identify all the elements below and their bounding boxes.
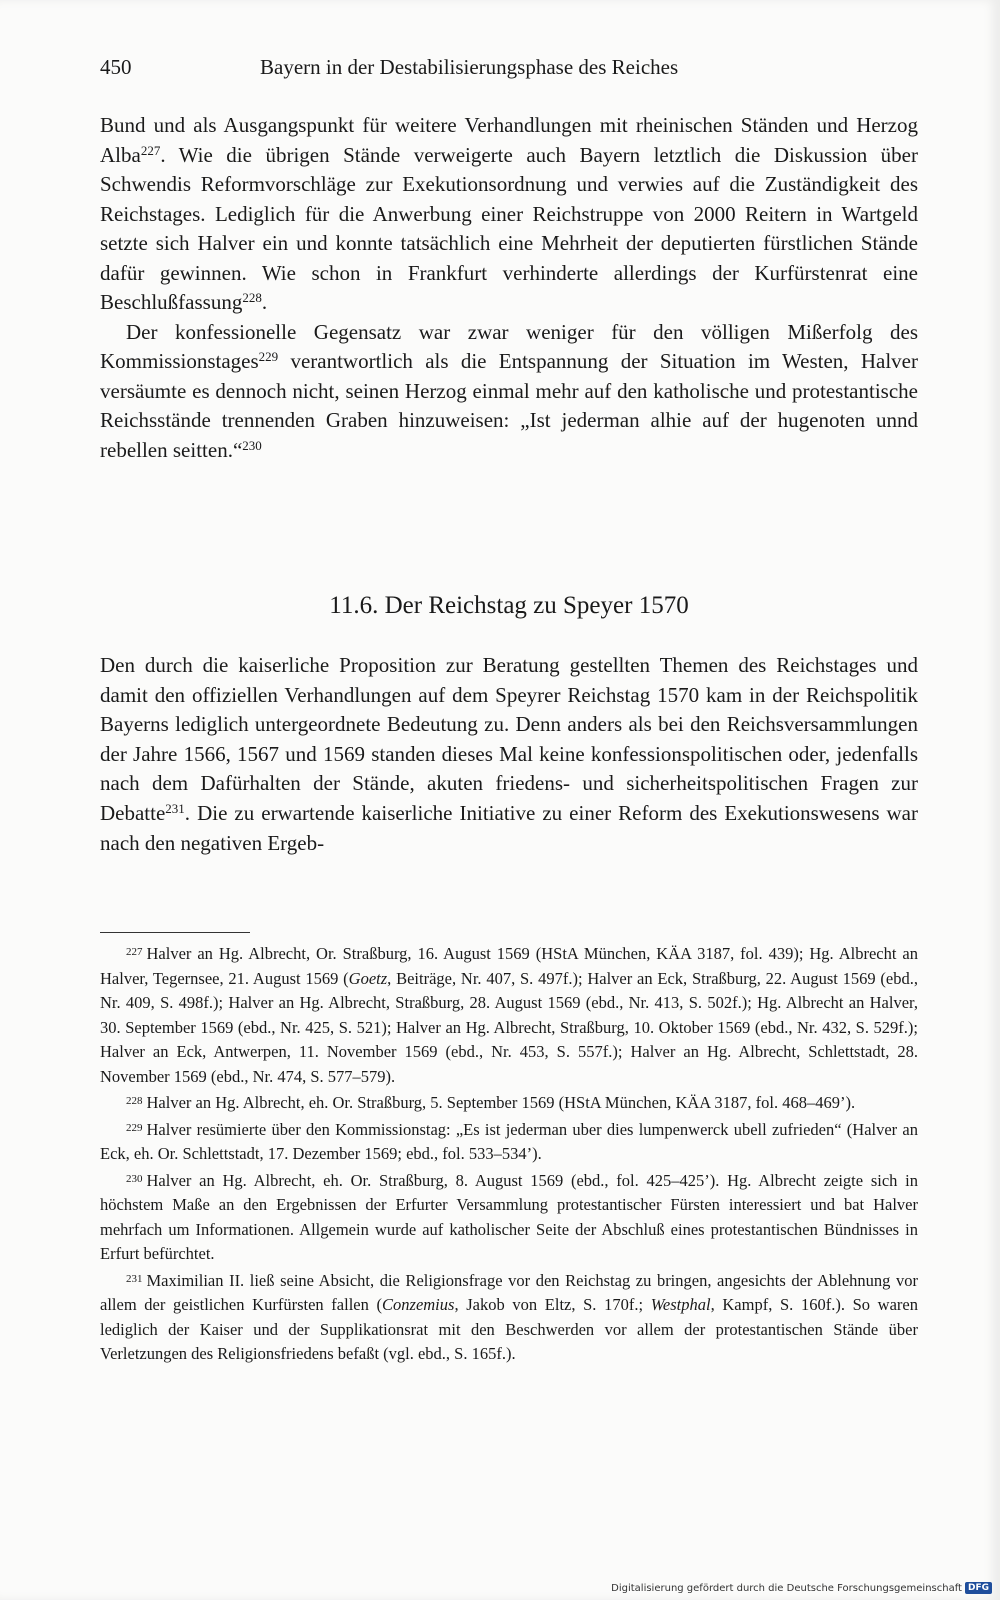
section-heading: 11.6. Der Reichstag zu Speyer 1570	[329, 592, 689, 619]
digitization-credit	[611, 1582, 992, 1594]
text-run: Der konfessionelle Gegensatz war zwar weniger für den völligen Mißerfolg des Kommissionstages	[100, 319, 918, 373]
footnote-228	[100, 1091, 918, 1116]
author-name: Westphal	[650, 1295, 711, 1314]
footnotes	[100, 942, 918, 1369]
footnote-number: 227	[126, 946, 143, 958]
footnote-ref[interactable]: 229	[258, 349, 279, 364]
running-title: Bayern in der Destabilisierungsphase des Reiches	[260, 55, 679, 79]
text-run: Halver an Hg. Albrecht, eh. Or. Straßburg, 8. August 1569 (ebd., fol. 425–425’). Hg. Albrecht zeigte sich in höchstem Maße an den Ergebnissen der Erfurter Versammlung protestantischer Fürsten interessiert und bat Halver mehrfach um Informationen. Allgemein wurde auf katholischer Seite der Abschluß eines protestantischen Bündnisses in Erfurt befürchtet.	[100, 1170, 918, 1263]
text-run: Den durch die kaiserliche Proposition zur Beratung gestellten Themen des Reichstages und damit den offiziellen Verhandlungen auf dem Speyrer Reichstag 1570 kam in der Reichspolitik Bayerns lediglich untergeordnete Bedeutung zu. Denn anders als bei den Reichsversammlungen der Jahre 1566, 1567 und 1569 standen dieses Mal keine konfessionspolitischen oder, jedenfalls nach dem Dafürhalten der Stände, akuten friedens- und sicherheitspolitischen Fragen zur Debatte	[100, 653, 918, 825]
footnote-227	[100, 942, 918, 1089]
footnote-231	[100, 1269, 918, 1367]
author-name: Goetz	[348, 968, 388, 988]
running-header	[100, 52, 920, 82]
text-run: , Kampf, S. 160f.). So waren lediglich der Kaiser und der Supplikationsrat mit den Beschwerden vor allem der protestantischen Stände über Verletzungen des Religionsfriedens befaßt (vgl. ebd., S. 165f.).	[100, 1295, 918, 1363]
text-run: Maximilian II. ließ seine Absicht, die Religionsfrage vor den Reichstag zu bringen, angesichts der Ablehnung vor allem der geistlichen Kurfürsten fallen (	[100, 1270, 918, 1314]
footnote-ref[interactable]: 230	[242, 437, 262, 453]
text-run: , Beiträge, Nr. 407, S. 497f.); Halver an Eck, Straßburg, 22. August 1569 (ebd., Nr. 409, S. 498f.); Halver an Hg. Albrecht, Straßburg, 28. August 1569 (ebd., Nr. 413, S. 502f.); Hg. Albrecht an Halver, 30. September 1569 (ebd., Nr. 425, S. 521); Halver an Hg. Albrecht, Straßburg, 10. Oktober 1569 (ebd., Nr. 432, S. 529f.); Halver an Eck, Antwerpen, 11. November 1569 (ebd., Nr. 453, S. 557f.); Halver an Hg. Albrecht, Schlettstadt, 28. November 1569 (ebd., Nr. 474, S. 577–579).	[100, 968, 918, 1086]
paragraph	[100, 111, 918, 318]
paragraph	[100, 651, 918, 858]
paragraph	[100, 318, 918, 466]
text-run: .	[261, 290, 268, 314]
text-run: Bund und als Ausgangspunkt für weitere Verhandlungen mit rheinischen Ständen und Herzog Alba	[100, 113, 918, 167]
dfg-logo: DFG	[965, 1582, 992, 1594]
text-run: . Wie die übrigen Stände verweigerte auch Bayern letztlich die Diskussion über Schwendis Reformvorschläge zur Exekutionsordnung und verwies auf die Zuständigkeit des Reichstages. Lediglich für die Anwerbung einer Reichstruppe von 2000 Reitern in Wartgeld setzte sich Halver ein und konnte tatsächlich eine Mehrheit der deputierten fürstlichen Stände dafür gewinnen. Wie schon in Frankfurt verhinderte allerdings der Kurfürstenrat eine Beschlußfassung	[100, 142, 918, 314]
page-number: 450	[100, 55, 132, 79]
footnote-230	[100, 1169, 918, 1267]
footnote-ref[interactable]: 227	[140, 142, 161, 158]
footnote-number: 228	[126, 1095, 143, 1107]
footnote-number: 229	[126, 1121, 143, 1134]
text-run: verantwortlich als die Entspannung der Situation im Westen, Halver versäumte es dennoch nicht, seinen Herzog einmal mehr auf den katholische und protestantische Reichsstände trennenden Graben hinzuweisen: „Ist jederman alhie auf der hugenoten unnd rebellen seitten.“	[100, 349, 918, 462]
footnote-229	[100, 1118, 918, 1167]
text-run: , Jakob von Eltz, S. 170f.;	[454, 1295, 651, 1314]
credit-text: Digitalisierung gefördert durch die Deutsche Forschungsgemeinschaft	[611, 1582, 962, 1594]
body-text	[100, 111, 918, 465]
footnote-ref[interactable]: 231	[165, 800, 185, 816]
text-run: . Die zu erwartende kaiserliche Initiative zu einer Reform des Exekutionswesens war nach den negativen Ergeb-	[100, 800, 918, 855]
footnote-ref[interactable]: 228	[242, 290, 262, 305]
footnote-number: 230	[126, 1172, 143, 1185]
text-run: Halver an Hg. Albrecht, Or. Straßburg, 16. August 1569 (HStA München, KÄA 3187, fol. 439); Hg. Albrecht an Halver, Tegernsee, 21. August 1569 (	[100, 944, 918, 988]
footnote-divider	[100, 932, 250, 933]
text-run: Halver resümierte über den Kommissionstag: „Es ist jederman uber dies lumpenwerck ubell zufrieden“ (Halver an Eck, eh. Or. Schlettstadt, 17. Dezember 1569; ebd., fol. 533–534’).	[100, 1119, 918, 1163]
section-body	[100, 651, 918, 858]
footnote-number: 231	[126, 1272, 143, 1285]
author-name: Conzemius	[382, 1295, 455, 1314]
text-run: Halver an Hg. Albrecht, eh. Or. Straßburg, 5. September 1569 (HStA München, KÄA 3187, fol. 468–469’).	[146, 1093, 856, 1112]
